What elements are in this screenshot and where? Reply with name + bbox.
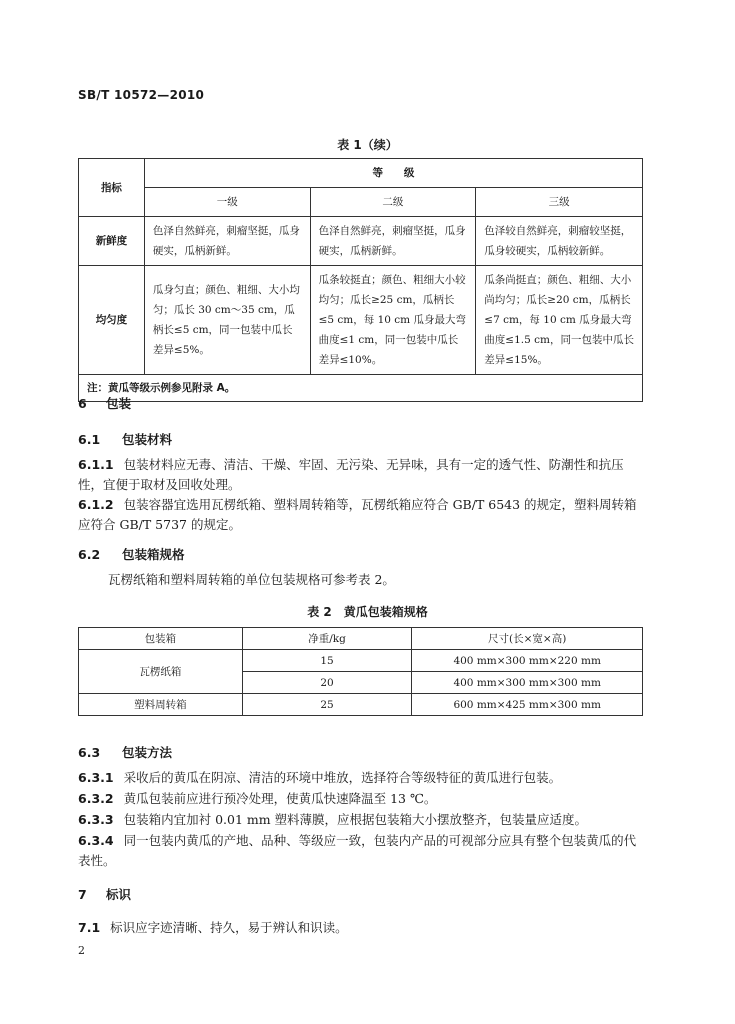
header-size: 尺寸(长×宽×高) (412, 628, 643, 650)
section-title: 包装 (106, 396, 132, 411)
section-number: 6.1 (78, 432, 101, 447)
section-title: 包装材料 (122, 432, 173, 447)
grade-2-header: 二级 (310, 188, 476, 217)
table-cell: 瓜身匀直；颜色、粗细、大小均匀；瓜长 30 cm～35 cm，瓜柄长≤5 cm，同一包装中瓜长差异≤5%。 (144, 266, 310, 375)
section-6-heading (78, 394, 131, 412)
table-cell: 瓜条较挺直；颜色、粗细大小较均匀；瓜长≥25 cm，瓜柄长≤5 cm，每 10 cm 瓜身最大弯曲度≤1 cm，同一包装中瓜长差异≤10%。 (310, 266, 476, 375)
grade-table (78, 158, 643, 402)
table-row (79, 217, 643, 266)
clause-6-3-1: 6.3.1 采收后的黄瓜在阴凉、清洁的环境中堆放，选择符合等级特征的黄瓜进行包装。 (78, 770, 562, 785)
table-cell: 色泽较自然鲜亮，刺瘤较坚挺，瓜身较硬实，瓜柄较新鲜。 (476, 217, 643, 266)
table1-caption: 表 1（续） (337, 138, 398, 152)
table-row (79, 266, 643, 375)
section-title: 包装箱规格 (122, 547, 185, 562)
col-grade-header: 等 级 (144, 159, 642, 188)
section-6-3-heading (78, 743, 172, 761)
col-indicator-header: 指标 (79, 159, 145, 217)
table-row (79, 650, 643, 672)
size-cell: 600 mm×425 mm×300 mm (412, 694, 643, 716)
section-6-1-heading (78, 430, 172, 448)
table-row (79, 694, 643, 716)
packaging-table (78, 627, 643, 716)
clause-6-1-2: 6.1.2 包装容器宜选用瓦楞纸箱、塑料周转箱等，瓦楞纸箱应符合 GB/T 6543 的规定，塑料周转箱应符合 GB/T 5737 的规定。 (78, 497, 637, 532)
weight-cell: 25 (242, 694, 412, 716)
header-weight: 净重/kg (242, 628, 412, 650)
section-6-2-heading (78, 545, 185, 563)
indicator-uniformity: 均匀度 (79, 266, 145, 375)
section-number: 6.3 (78, 745, 101, 760)
size-cell: 400 mm×300 mm×300 mm (412, 672, 643, 694)
header-box: 包装箱 (79, 628, 243, 650)
clause-6-3-3: 6.3.3 包装箱内宜加衬 0.01 mm 塑料薄膜，应根据包装箱大小摆放整齐，包装量应适度。 (78, 812, 588, 827)
clause-6-3-4: 6.3.4 同一包装内黄瓜的产地、品种、等级应一致，包装内产品的可视部分应具有整个包装黄瓜的代表性。 (78, 833, 637, 868)
table-cell: 瓜条尚挺直；颜色、粗细、大小尚均匀；瓜长≥20 cm，瓜柄长≤7 cm，每 10 cm 瓜身最大弯曲度≤1.5 cm，同一包装中瓜长差异≤15%。 (476, 266, 643, 375)
weight-cell: 15 (242, 650, 412, 672)
table2-caption: 表 2 黄瓜包装箱规格 (307, 605, 428, 619)
clause-6-1-1: 6.1.1 包装材料应无毒、清洁、干燥、牢固、无污染、无异味，具有一定的透气性、防潮性和抗压性，宜便于取材及回收处理。 (78, 457, 624, 492)
table-cell: 色泽自然鲜亮，刺瘤坚挺，瓜身硬实，瓜柄新鲜。 (144, 217, 310, 266)
section-number: 7 (78, 887, 87, 902)
indicator-freshness: 新鲜度 (79, 217, 145, 266)
table-cell: 色泽自然鲜亮，刺瘤坚挺，瓜身硬实，瓜柄新鲜。 (310, 217, 476, 266)
box-plastic: 塑料周转箱 (79, 694, 243, 716)
section-title: 包装方法 (122, 745, 173, 760)
clause-7-1: 7.1 标识应字迹清晰、持久，易于辨认和识读。 (78, 920, 348, 935)
clause-6-3-2: 6.3.2 黄瓜包装前应进行预冷处理，使黄瓜快速降温至 13 ℃。 (78, 791, 437, 806)
section-7-heading (78, 885, 131, 903)
standard-code: SB/T 10572—2010 (78, 88, 205, 102)
size-cell: 400 mm×300 mm×220 mm (412, 650, 643, 672)
section-title: 标识 (106, 887, 132, 902)
table-note: 注：黄瓜等级示例参见附录 A。 (79, 375, 643, 402)
grade-3-header: 三级 (476, 188, 643, 217)
clause-6-2-text: 瓦楞纸箱和塑料周转箱的单位包装规格可参考表 2。 (108, 572, 395, 587)
page-number: 2 (78, 944, 85, 957)
grade-1-header: 一级 (144, 188, 310, 217)
section-number: 6.2 (78, 547, 101, 562)
box-carton: 瓦楞纸箱 (79, 650, 243, 694)
section-number: 6 (78, 396, 87, 411)
weight-cell: 20 (242, 672, 412, 694)
